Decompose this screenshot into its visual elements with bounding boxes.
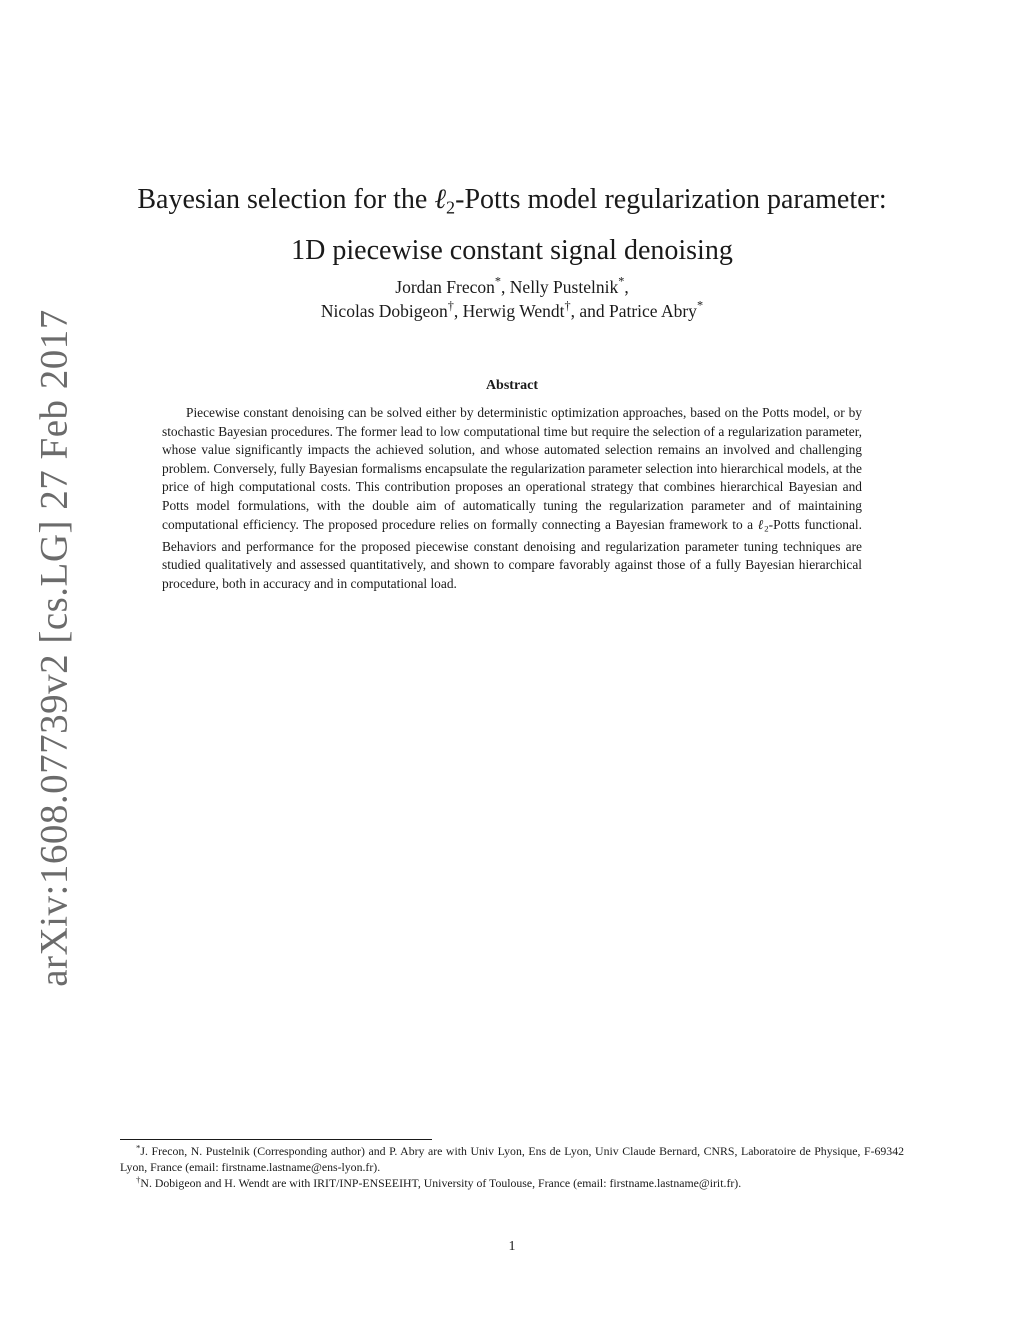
abstract-subscript: 2 (764, 523, 769, 534)
footnotes (120, 1143, 904, 1191)
affiliation-mark: † (447, 298, 454, 313)
affiliation-mark: * (696, 298, 704, 313)
footnote-rule (120, 1139, 432, 1140)
author-dobigeon: Nicolas Dobigeon (320, 301, 448, 321)
author-line-2 (100, 299, 924, 323)
title-line-2: 1D piecewise constant signal denoising (291, 235, 733, 267)
abstract-ell-symbol: ℓ (757, 516, 765, 532)
author-wendt: , Herwig Wendt (453, 301, 565, 321)
title-text-post: -Potts model regularization parameter: (455, 184, 887, 215)
abstract-heading: Abstract (485, 378, 539, 393)
paper-title (100, 178, 924, 272)
author-line-1 (100, 275, 924, 299)
footnote-2-text: N. Dobigeon and H. Wendt are with IRIT/INP-ENSEEIHT, University of Toulouse, France (email: firstname.lastname@irit.fr). (140, 1176, 742, 1190)
page-number: 1 (508, 1239, 516, 1254)
footnote-mark: † (136, 1174, 141, 1185)
footnote-1 (120, 1143, 904, 1175)
abstract-text-pre: Piecewise constant denoising can be solved either by deterministic optimization approaches, based on the Potts model, or by stochastic Bayesian procedures. The former lead to low computational time but require the selection of a regularization parameter, whose value significantly impacts the achieved solution, and whose automated selection remains an involved and challenging problem. Conversely, fully Bayesian formalisms encapsulate the regularization parameter selection into hierarchical models, at the price of high computational costs. This contribution proposes an operational strategy that combines hierarchical Bayesian and Potts model formulations, with the double aim of automatically tuning the regularization parameter and of maintaining computational efficiency. The proposed procedure relies on formally connecting a Bayesian framework to a (162, 405, 862, 532)
author-pustelnik: , Nelly Pustelnik (501, 277, 619, 297)
footnote-mark: * (136, 1142, 141, 1153)
affiliation-mark: * (494, 274, 502, 289)
footnote-1-text: J. Frecon, N. Pustelnik (Corresponding author) and P. Abry are with Univ Lyon, Ens de Lyon, Univ Claude Bernard, CNRS, Laboratoire de Physique, F-69342 Lyon, France (email: firstname.lastname@ens-lyon.fr). (120, 1144, 904, 1174)
affiliation-mark: † (564, 298, 571, 313)
title-subscript: 2 (446, 197, 456, 218)
affiliation-mark: * (618, 274, 625, 289)
title-line-1 (100, 178, 924, 229)
abstract-text-post: -Potts functional. Behaviors and performance for the proposed piecewise constant denoising and regularization parameter tuning techniques are studied qualitatively and assessed quantitatively, and shown to compare favorably against those of a fully Bayesian hierarchical procedure, both in accuracy and in computational load. (162, 516, 862, 591)
title-ell-symbol: ℓ (434, 184, 447, 215)
footnote-2 (120, 1175, 904, 1191)
title-text-pre: Bayesian selection for the (137, 184, 435, 215)
author-abry: , and Patrice Abry (570, 301, 697, 321)
abstract-body (162, 404, 862, 594)
author-separator: , (624, 277, 629, 297)
arxiv-identifier: arXiv:1608.07739v2 [cs.LG] 27 Feb 2017 (32, 309, 76, 987)
author-list (100, 275, 924, 323)
author-frecon: Jordan Frecon (395, 277, 495, 297)
